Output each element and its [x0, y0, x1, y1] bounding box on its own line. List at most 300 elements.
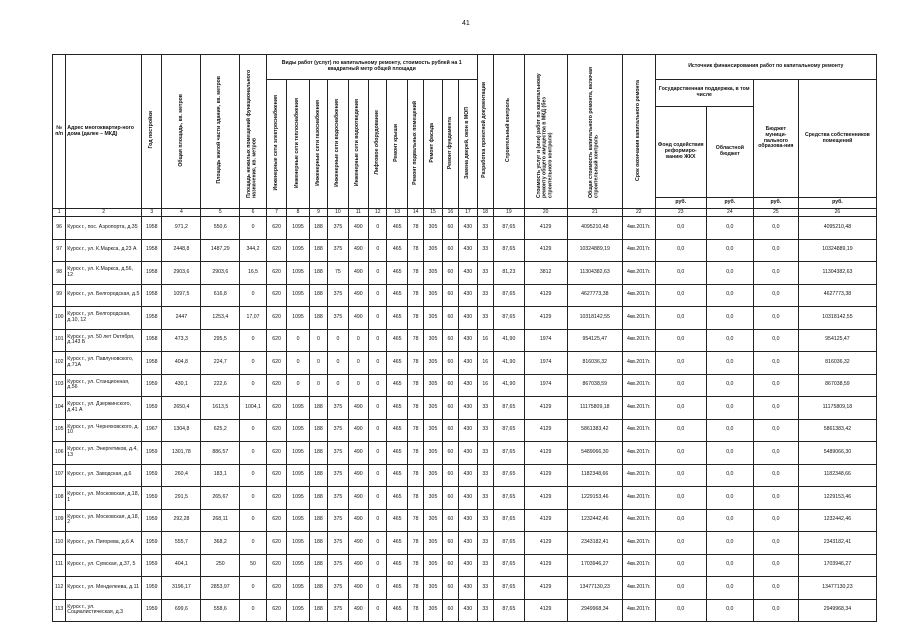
- table-cell: 620: [266, 554, 286, 577]
- table-cell: 0,0: [706, 442, 753, 465]
- table-cell: 375: [328, 509, 348, 532]
- column-number: 20: [524, 209, 567, 217]
- table-cell: 41,90: [494, 329, 525, 352]
- table-cell: 465: [387, 509, 407, 532]
- table-cell: 16: [477, 329, 493, 352]
- column-number: 3: [142, 209, 162, 217]
- table-cell: 4095210,48: [567, 217, 622, 240]
- table-cell: 2448,8: [162, 239, 201, 262]
- table-cell: 1959: [142, 554, 162, 577]
- table-cell: 4129: [524, 464, 567, 487]
- table-cell: 0,0: [655, 442, 706, 465]
- table-cell: 0: [328, 374, 348, 397]
- table-cell: 60: [442, 329, 458, 352]
- table-row: [53, 487, 877, 510]
- table-cell: 60: [442, 577, 458, 600]
- table-cell: 375: [328, 239, 348, 262]
- table-cell: 1182348,66: [567, 464, 622, 487]
- table-cell: 4129: [524, 577, 567, 600]
- column-number: 26: [798, 209, 876, 217]
- table-cell: 465: [387, 239, 407, 262]
- column-number: 14: [407, 209, 423, 217]
- table-cell: 4627773,38: [567, 284, 622, 307]
- table-cell: 305: [424, 284, 442, 307]
- table-cell: 110: [53, 532, 66, 555]
- address-cell: Курск г., ул. Станционная, д.56: [66, 374, 142, 397]
- table-cell: 430: [459, 374, 478, 397]
- table-cell: 473,3: [162, 329, 201, 352]
- address-cell: Курск г., ул. Энергетиков, д.4, 13: [66, 442, 142, 465]
- table-cell: 0: [369, 554, 387, 577]
- header-work-lift: Лифтовое оборудование: [369, 80, 387, 209]
- table-cell: 188: [309, 217, 327, 240]
- table-cell: 0,0: [655, 329, 706, 352]
- table-cell: 0: [309, 329, 327, 352]
- table-cell: 87,65: [494, 442, 525, 465]
- table-cell: 5489066,30: [798, 442, 876, 465]
- table-row: [53, 307, 877, 330]
- table-cell: 295,5: [201, 329, 240, 352]
- table-cell: 1095: [287, 599, 310, 622]
- table-cell: 10318142,55: [567, 307, 622, 330]
- address-cell: Курск г., ул. Заводская, д.6: [66, 464, 142, 487]
- table-cell: 87,65: [494, 419, 525, 442]
- table-row: [53, 509, 877, 532]
- table-cell: 4129: [524, 532, 567, 555]
- table-cell: 291,5: [162, 487, 201, 510]
- table-cell: 0: [369, 532, 387, 555]
- table-cell: 0: [369, 352, 387, 375]
- table-cell: 465: [387, 577, 407, 600]
- table-cell: 305: [424, 262, 442, 285]
- table-cell: 375: [328, 554, 348, 577]
- table-cell: 10318142,55: [798, 307, 876, 330]
- table-cell: 430,1: [162, 374, 201, 397]
- header-work-sewer: Инженерные сети водоотведения: [348, 80, 368, 209]
- table-cell: 1095: [287, 577, 310, 600]
- address-cell: Курск г., ул. Социалистическая, д.3: [66, 599, 142, 622]
- table-cell: 4129: [524, 487, 567, 510]
- table-cell: 33: [477, 442, 493, 465]
- table-cell: 305: [424, 464, 442, 487]
- table-cell: 0: [240, 374, 267, 397]
- table-row: [53, 577, 877, 600]
- table-cell: 5489066,30: [567, 442, 622, 465]
- table-cell: 75: [328, 262, 348, 285]
- table-cell: 0,0: [706, 532, 753, 555]
- table-cell: 60: [442, 307, 458, 330]
- table-cell: 13477130,23: [567, 577, 622, 600]
- table-cell: 0,0: [706, 284, 753, 307]
- table-cell: 4129: [524, 239, 567, 262]
- table-cell: 108: [53, 487, 66, 510]
- table-row: [53, 352, 877, 375]
- table-cell: 10324889,19: [798, 239, 876, 262]
- header-fund: Фонд содействия реформиро-ванию ЖКХ: [655, 107, 706, 198]
- table-cell: 375: [328, 577, 348, 600]
- table-cell: 1487,29: [201, 239, 240, 262]
- column-number: 22: [622, 209, 655, 217]
- table-cell: 1959: [142, 532, 162, 555]
- header-work-roof: Ремонт крыши: [387, 80, 407, 209]
- table-cell: 430: [459, 464, 478, 487]
- address-cell: Курск г., ул. Черняховского, д. 10: [66, 419, 142, 442]
- table-cell: 0,0: [706, 329, 753, 352]
- table-cell: 375: [328, 464, 348, 487]
- table-cell: 0,0: [706, 217, 753, 240]
- table-cell: 10324889,19: [567, 239, 622, 262]
- table-cell: 1974: [524, 352, 567, 375]
- table-cell: 1958: [142, 239, 162, 262]
- table-cell: 97: [53, 239, 66, 262]
- table-cell: 0,0: [655, 262, 706, 285]
- header-work-heat: Инженерные сети теплоснабжения: [287, 80, 310, 209]
- table-cell: 2949968,34: [567, 599, 622, 622]
- table-cell: 2447: [162, 307, 201, 330]
- table-cell: 96: [53, 217, 66, 240]
- table-cell: 305: [424, 307, 442, 330]
- table-cell: 78: [407, 239, 423, 262]
- table-cell: 1703946,27: [798, 554, 876, 577]
- table-cell: 375: [328, 397, 348, 420]
- table-cell: 2343182,41: [567, 532, 622, 555]
- table-cell: 0: [369, 464, 387, 487]
- table-cell: 1095: [287, 464, 310, 487]
- table-cell: 60: [442, 239, 458, 262]
- column-number: 12: [369, 209, 387, 217]
- table-cell: 60: [442, 509, 458, 532]
- table-cell: 60: [442, 599, 458, 622]
- table-cell: 971,2: [162, 217, 201, 240]
- column-number: 19: [494, 209, 525, 217]
- table-cell: 305: [424, 532, 442, 555]
- table-cell: 4кв.2017г.: [622, 487, 655, 510]
- table-cell: 1703946,27: [567, 554, 622, 577]
- table-cell: 490: [348, 262, 368, 285]
- table-cell: 305: [424, 397, 442, 420]
- table-cell: 87,65: [494, 397, 525, 420]
- table-cell: 1959: [142, 374, 162, 397]
- table-cell: 465: [387, 599, 407, 622]
- table-cell: 305: [424, 509, 442, 532]
- table-cell: 867038,59: [798, 374, 876, 397]
- table-cell: 375: [328, 487, 348, 510]
- table-cell: 490: [348, 217, 368, 240]
- table-cell: 0,0: [753, 419, 798, 442]
- table-cell: 430: [459, 577, 478, 600]
- table-cell: 465: [387, 374, 407, 397]
- column-number: 11: [348, 209, 368, 217]
- table-cell: 1095: [287, 419, 310, 442]
- table-cell: 1095: [287, 307, 310, 330]
- table-cell: 305: [424, 352, 442, 375]
- table-cell: 305: [424, 329, 442, 352]
- table-cell: 1959: [142, 509, 162, 532]
- table-cell: 33: [477, 307, 493, 330]
- column-number: 21: [567, 209, 622, 217]
- table-cell: 4129: [524, 442, 567, 465]
- table-cell: 1229153,46: [798, 487, 876, 510]
- table-cell: 620: [266, 577, 286, 600]
- table-cell: 0,0: [706, 374, 753, 397]
- table-cell: 113: [53, 599, 66, 622]
- table-cell: 490: [348, 419, 368, 442]
- table-cell: 60: [442, 464, 458, 487]
- table-cell: 558,6: [201, 599, 240, 622]
- table-cell: 490: [348, 239, 368, 262]
- units-c22: руб.: [655, 198, 706, 209]
- table-cell: 1095: [287, 554, 310, 577]
- table-cell: 103: [53, 374, 66, 397]
- table-cell: 4кв.2017г.: [622, 442, 655, 465]
- header-work-facade: Ремонт фасада: [424, 80, 442, 209]
- table-cell: 2650,4: [162, 397, 201, 420]
- table-cell: 0,0: [753, 262, 798, 285]
- table-cell: 1959: [142, 599, 162, 622]
- table-cell: 0: [369, 487, 387, 510]
- header-funding-group: Источник финансирования работ по капитальному ремонту: [655, 55, 876, 80]
- table-cell: 620: [266, 532, 286, 555]
- table-cell: 305: [424, 419, 442, 442]
- table-cell: 0,0: [655, 487, 706, 510]
- header-work-foundation: Ремонт фундамента: [442, 80, 458, 209]
- table-cell: 60: [442, 352, 458, 375]
- table-cell: 375: [328, 284, 348, 307]
- address-cell: Курск г., ул. Белгородская, д.5: [66, 284, 142, 307]
- table-cell: 490: [348, 464, 368, 487]
- table-cell: 260,4: [162, 464, 201, 487]
- table-cell: 188: [309, 532, 327, 555]
- table-cell: 465: [387, 284, 407, 307]
- table-cell: 0,0: [706, 599, 753, 622]
- page-number: 41: [462, 20, 470, 27]
- table-cell: 1967: [142, 419, 162, 442]
- table-cell: 1959: [142, 487, 162, 510]
- table-cell: 0,0: [753, 599, 798, 622]
- table-cell: 188: [309, 442, 327, 465]
- header-no: № п/п: [53, 55, 66, 209]
- table-cell: 50: [240, 554, 267, 577]
- table-cell: 816036,32: [798, 352, 876, 375]
- table-body: [53, 209, 877, 622]
- table-cell: 4кв.2017г.: [622, 329, 655, 352]
- table-cell: 699,6: [162, 599, 201, 622]
- table-cell: 4кв.2017г.: [622, 374, 655, 397]
- table-cell: 4129: [524, 599, 567, 622]
- table-cell: 78: [407, 464, 423, 487]
- table-cell: 1958: [142, 284, 162, 307]
- units-c24: руб.: [753, 198, 798, 209]
- table-cell: 87,65: [494, 554, 525, 577]
- table-cell: 11304382,63: [567, 262, 622, 285]
- table-cell: 0,0: [655, 217, 706, 240]
- table-cell: 0: [309, 352, 327, 375]
- address-cell: Курск г., ул. 50 лет Октября, д.143 Б: [66, 329, 142, 352]
- table-cell: 0,0: [753, 217, 798, 240]
- table-cell: 4129: [524, 397, 567, 420]
- table-cell: 33: [477, 532, 493, 555]
- table-cell: 620: [266, 239, 286, 262]
- table-cell: 188: [309, 419, 327, 442]
- table-cell: 620: [266, 352, 286, 375]
- table-cell: 305: [424, 217, 442, 240]
- table-cell: 78: [407, 217, 423, 240]
- column-number: 8: [287, 209, 310, 217]
- table-cell: 305: [424, 374, 442, 397]
- units-c25: руб.: [798, 198, 876, 209]
- address-cell: Курск г., ул. Павлуновского, д.71А: [66, 352, 142, 375]
- table-cell: 1004,1: [240, 397, 267, 420]
- table-cell: 5861383,42: [798, 419, 876, 442]
- table-cell: 224,7: [201, 352, 240, 375]
- table-cell: 0,0: [706, 487, 753, 510]
- table-cell: 188: [309, 307, 327, 330]
- column-number: 18: [477, 209, 493, 217]
- table-cell: 4кв.2017г.: [622, 532, 655, 555]
- table-cell: 0,0: [655, 397, 706, 420]
- table-cell: 4кв.2017г.: [622, 397, 655, 420]
- table-cell: 305: [424, 442, 442, 465]
- table-cell: 0: [369, 239, 387, 262]
- table-cell: 188: [309, 487, 327, 510]
- table-cell: 60: [442, 374, 458, 397]
- table-cell: 0: [328, 352, 348, 375]
- table-cell: 33: [477, 487, 493, 510]
- table-cell: 1232442,46: [798, 509, 876, 532]
- table-cell: 78: [407, 307, 423, 330]
- header-work-basement: Ремонт подвальных помещений: [407, 80, 423, 209]
- table-cell: 404,1: [162, 554, 201, 577]
- table-cell: 4095210,48: [798, 217, 876, 240]
- table-cell: 87,65: [494, 509, 525, 532]
- table-cell: 98: [53, 262, 66, 285]
- table-cell: 0,0: [655, 419, 706, 442]
- table-cell: 430: [459, 217, 478, 240]
- table-cell: 250: [201, 554, 240, 577]
- table-cell: 33: [477, 554, 493, 577]
- table-cell: 430: [459, 487, 478, 510]
- table-cell: 16: [477, 352, 493, 375]
- table-row: [53, 442, 877, 465]
- header-state-support: Государственная поддержка, в том числе: [655, 80, 753, 107]
- table-cell: 465: [387, 307, 407, 330]
- table-cell: 0: [369, 577, 387, 600]
- table-cell: 4129: [524, 419, 567, 442]
- table-cell: 1958: [142, 352, 162, 375]
- table-cell: 465: [387, 442, 407, 465]
- table-cell: 620: [266, 599, 286, 622]
- table-cell: 430: [459, 442, 478, 465]
- table-cell: 1959: [142, 464, 162, 487]
- table-cell: 60: [442, 284, 458, 307]
- table-cell: 101: [53, 329, 66, 352]
- table-cell: 0: [309, 374, 327, 397]
- address-cell: Курск г., пос. Аэропорта, д.35: [66, 217, 142, 240]
- table-cell: 1301,78: [162, 442, 201, 465]
- table-row: [53, 419, 877, 442]
- table-cell: 60: [442, 397, 458, 420]
- header-cost-total: Общая стоимость капитального ремонта, включая строительный контроль: [567, 55, 622, 209]
- table-cell: 0,0: [655, 307, 706, 330]
- header-area-living: Площадь жилой части здания, кв. метров: [201, 55, 240, 209]
- table-cell: 78: [407, 442, 423, 465]
- table-cell: 4кв.2017г.: [622, 554, 655, 577]
- table-cell: 104: [53, 397, 66, 420]
- table-cell: 1095: [287, 217, 310, 240]
- table-row: [53, 262, 877, 285]
- table-cell: 430: [459, 419, 478, 442]
- table-cell: 305: [424, 239, 442, 262]
- table-cell: 620: [266, 329, 286, 352]
- table-cell: 106: [53, 442, 66, 465]
- table-cell: 465: [387, 532, 407, 555]
- table-cell: 183,1: [201, 464, 240, 487]
- table-cell: 188: [309, 464, 327, 487]
- table-cell: 4129: [524, 554, 567, 577]
- table-cell: 490: [348, 554, 368, 577]
- header-works-group: Виды работ (услуг) по капитальному ремонту, стоимость рублей на 1 квадратный метр общей площади: [266, 55, 477, 80]
- header-area-total: Общая площадь, кв. метров: [162, 55, 201, 209]
- table-cell: 33: [477, 419, 493, 442]
- table-cell: 105: [53, 419, 66, 442]
- table-cell: 0,0: [655, 577, 706, 600]
- table-cell: 41,90: [494, 352, 525, 375]
- column-number: 6: [240, 209, 267, 217]
- table-cell: 3812: [524, 262, 567, 285]
- table-cell: 430: [459, 329, 478, 352]
- header-deadline: Срок окончания капитального ремонта: [622, 55, 655, 209]
- table-cell: 0: [287, 374, 310, 397]
- address-cell: Курск г., ул. Московская, д.18, 2: [66, 509, 142, 532]
- table-row: [53, 374, 877, 397]
- table-cell: 1095: [287, 532, 310, 555]
- table-cell: 430: [459, 262, 478, 285]
- table-cell: 17,07: [240, 307, 267, 330]
- table-cell: 490: [348, 577, 368, 600]
- table-cell: 4кв.2017г.: [622, 217, 655, 240]
- table-cell: 112: [53, 577, 66, 600]
- table-cell: 620: [266, 217, 286, 240]
- table-cell: 0,0: [753, 239, 798, 262]
- table-cell: 0: [240, 599, 267, 622]
- table-cell: 4кв.2017г.: [622, 239, 655, 262]
- table-cell: 188: [309, 599, 327, 622]
- table-cell: 4кв.2017г.: [622, 599, 655, 622]
- header-year: Год постройки: [142, 55, 162, 209]
- table-cell: 816036,32: [567, 352, 622, 375]
- table-cell: 1304,8: [162, 419, 201, 442]
- table-cell: 4129: [524, 217, 567, 240]
- address-cell: Курск г., ул. Дзержинского, д.41 А: [66, 397, 142, 420]
- address-cell: Курск г., ул. Белгородская, д.10, 12: [66, 307, 142, 330]
- table-cell: 16: [477, 374, 493, 397]
- table-cell: 99: [53, 284, 66, 307]
- header-address: Адрес многоквартир-ного дома (далее – МКД): [66, 55, 142, 209]
- table-cell: 0: [240, 509, 267, 532]
- table-cell: 0: [240, 442, 267, 465]
- table-cell: 0: [369, 329, 387, 352]
- address-cell: Курск г., ул. Менделеева, д.11: [66, 577, 142, 600]
- table-cell: 292,28: [162, 509, 201, 532]
- table-cell: 1959: [142, 442, 162, 465]
- table-cell: 555,7: [162, 532, 201, 555]
- table-cell: 490: [348, 487, 368, 510]
- table-cell: 305: [424, 599, 442, 622]
- table-cell: 1095: [287, 239, 310, 262]
- table-cell: 1958: [142, 217, 162, 240]
- table-cell: 188: [309, 284, 327, 307]
- table-cell: 616,8: [201, 284, 240, 307]
